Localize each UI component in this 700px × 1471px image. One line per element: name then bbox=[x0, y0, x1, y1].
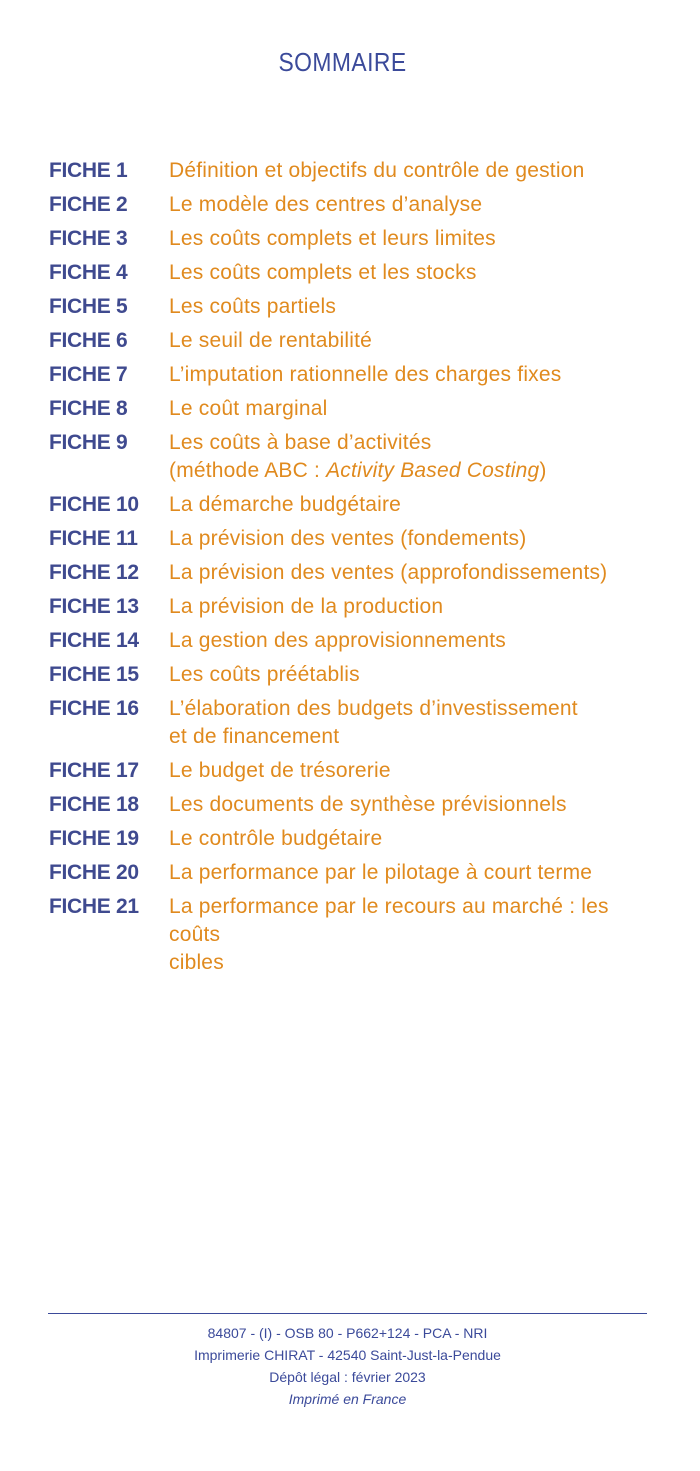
toc-entry[interactable] bbox=[49, 361, 649, 389]
fiche-title bbox=[169, 395, 649, 423]
fiche-number: FICHE 11 bbox=[49, 527, 138, 550]
toc-entry[interactable] bbox=[49, 757, 649, 785]
toc-entry[interactable] bbox=[49, 293, 649, 321]
fiche-title bbox=[169, 859, 649, 887]
fiche-title-line bbox=[169, 457, 649, 485]
fiche-title-line: Les coûts complets et les stocks bbox=[169, 261, 477, 284]
fiche-title-line: Les coûts partiels bbox=[169, 295, 337, 318]
footer-divider bbox=[48, 1313, 647, 1314]
fiche-title-line: La prévision de la production bbox=[169, 595, 444, 618]
fiche-number: FICHE 15 bbox=[49, 663, 139, 686]
fiche-number: FICHE 5 bbox=[49, 295, 128, 318]
toc-entry[interactable] bbox=[49, 695, 649, 751]
fiche-title bbox=[169, 191, 649, 219]
toc-entry[interactable] bbox=[49, 859, 649, 887]
legal-deposit: Dépôt légal : février 2023 bbox=[269, 1369, 426, 1385]
fiche-number: FICHE 9 bbox=[49, 431, 128, 454]
fiche-title bbox=[169, 627, 649, 655]
toc-entry[interactable] bbox=[49, 627, 649, 655]
fiche-title-text: (méthode ABC : bbox=[169, 459, 327, 482]
fiche-title-line: Les documents de synthèse prévisionnels bbox=[169, 793, 567, 816]
fiche-title-line: Le contrôle budgétaire bbox=[169, 827, 383, 850]
table-of-contents bbox=[49, 157, 649, 983]
toc-entry[interactable] bbox=[49, 157, 649, 185]
fiche-title-text: ) bbox=[539, 459, 547, 482]
fiche-title-line: et de financement bbox=[169, 725, 340, 748]
fiche-number: FICHE 2 bbox=[49, 193, 128, 216]
fiche-title-line: L’imputation rationnelle des charges fixes bbox=[169, 363, 562, 386]
fiche-title bbox=[169, 429, 649, 485]
fiche-title bbox=[169, 293, 649, 321]
toc-entry[interactable] bbox=[49, 825, 649, 853]
fiche-title-line: Les coûts préétablis bbox=[169, 663, 360, 686]
fiche-title bbox=[169, 225, 649, 253]
toc-entry[interactable] bbox=[49, 429, 649, 485]
fiche-title bbox=[169, 825, 649, 853]
fiche-number: FICHE 16 bbox=[49, 697, 139, 720]
fiche-title-line: Les coûts à base d’activités bbox=[169, 431, 432, 454]
toc-entry[interactable] bbox=[49, 525, 649, 553]
fiche-title-line: Les coûts complets et leurs limites bbox=[169, 227, 496, 250]
fiche-title-line: La performance par le recours au marché : les coûts bbox=[169, 895, 609, 946]
fiche-title bbox=[169, 327, 649, 355]
fiche-title bbox=[169, 361, 649, 389]
fiche-title-line: Le seuil de rentabilité bbox=[169, 329, 373, 352]
fiche-number: FICHE 3 bbox=[49, 227, 128, 250]
fiche-number: FICHE 20 bbox=[49, 861, 139, 884]
printer-address: Imprimerie CHIRAT - 42540 Saint-Just-la-Pendue bbox=[194, 1347, 501, 1363]
fiche-title bbox=[169, 491, 649, 519]
toc-entry[interactable] bbox=[49, 259, 649, 287]
fiche-number: FICHE 6 bbox=[49, 329, 128, 352]
fiche-title-line: cibles bbox=[169, 951, 224, 974]
fiche-number: FICHE 17 bbox=[49, 759, 139, 782]
fiche-title bbox=[169, 259, 649, 287]
toc-entry[interactable] bbox=[49, 791, 649, 819]
fiche-number: FICHE 7 bbox=[49, 363, 128, 386]
colophon bbox=[0, 1322, 695, 1410]
fiche-title-line: Le coût marginal bbox=[169, 397, 328, 420]
toc-entry[interactable] bbox=[49, 593, 649, 621]
fiche-number: FICHE 10 bbox=[49, 493, 139, 516]
toc-entry[interactable] bbox=[49, 893, 649, 977]
fiche-number: FICHE 19 bbox=[49, 827, 139, 850]
fiche-number: FICHE 1 bbox=[49, 159, 128, 182]
fiche-number: FICHE 18 bbox=[49, 793, 139, 816]
fiche-title bbox=[169, 593, 649, 621]
toc-entry[interactable] bbox=[49, 491, 649, 519]
fiche-title-line: La performance par le pilotage à court terme bbox=[169, 861, 593, 884]
fiche-title bbox=[169, 695, 649, 751]
fiche-title-line: L’élaboration des budgets d’investissement bbox=[169, 697, 578, 720]
fiche-title-line: Le budget de trésorerie bbox=[169, 759, 391, 782]
fiche-title bbox=[169, 559, 649, 587]
printed-in: Imprimé en France bbox=[288, 1391, 407, 1407]
fiche-title-line: Le modèle des centres d’analyse bbox=[169, 193, 483, 216]
fiche-number: FICHE 21 bbox=[49, 895, 139, 918]
fiche-number: FICHE 14 bbox=[49, 629, 139, 652]
fiche-title bbox=[169, 757, 649, 785]
fiche-title-line: Définition et objectifs du contrôle de gestion bbox=[169, 159, 585, 182]
toc-entry[interactable] bbox=[49, 661, 649, 689]
fiche-title bbox=[169, 893, 649, 977]
toc-entry[interactable] bbox=[49, 395, 649, 423]
fiche-number: FICHE 8 bbox=[49, 397, 128, 420]
toc-entry[interactable] bbox=[49, 559, 649, 587]
fiche-title bbox=[169, 661, 649, 689]
fiche-title-line: La gestion des approvisionnements bbox=[169, 629, 506, 652]
fiche-title bbox=[169, 157, 649, 185]
fiche-title-line: La prévision des ventes (approfondissements) bbox=[169, 561, 608, 584]
fiche-title bbox=[169, 525, 649, 553]
fiche-title-italic: Activity Based Costing bbox=[326, 459, 540, 482]
toc-entry[interactable] bbox=[49, 191, 649, 219]
fiche-title bbox=[169, 791, 649, 819]
fiche-number: FICHE 13 bbox=[49, 595, 139, 618]
fiche-title-line: La prévision des ventes (fondements) bbox=[169, 527, 527, 550]
fiche-number: FICHE 12 bbox=[49, 561, 139, 584]
print-reference: 84807 - (I) - OSB 80 - P662+124 - PCA - NRI bbox=[207, 1325, 488, 1341]
fiche-number: FICHE 4 bbox=[49, 261, 128, 284]
toc-entry[interactable] bbox=[49, 225, 649, 253]
toc-entry[interactable] bbox=[49, 327, 649, 355]
page-title: SOMMAIRE bbox=[278, 47, 407, 77]
fiche-title-line: La démarche budgétaire bbox=[169, 493, 402, 516]
